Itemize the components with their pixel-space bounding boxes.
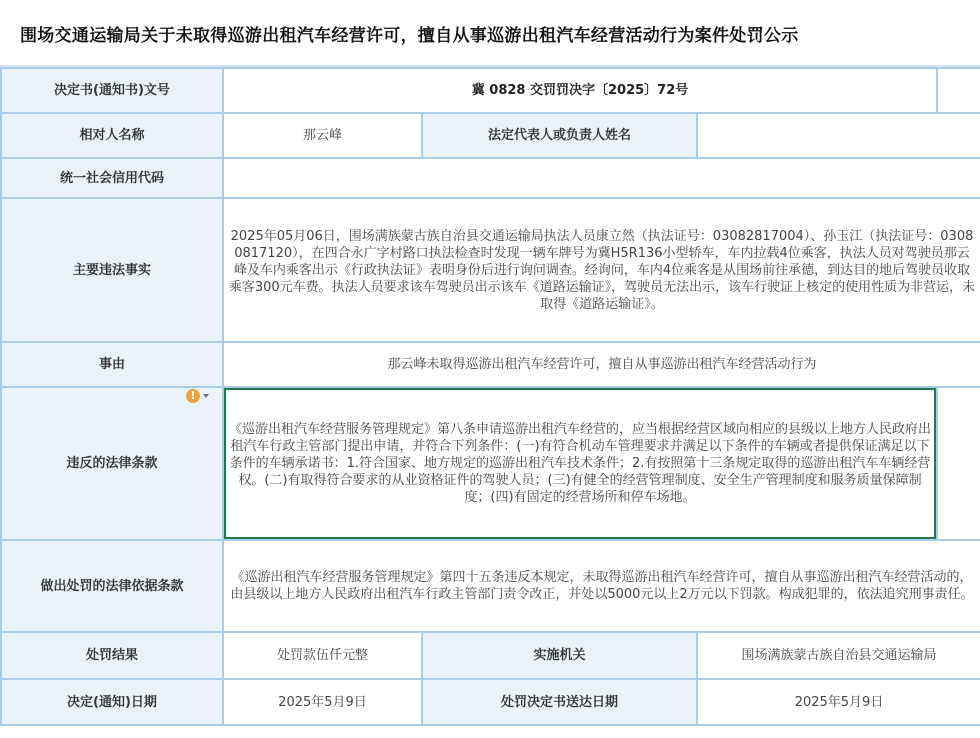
penalty-basis-value[interactable]: 《巡游出租汽车经营服务管理规定》第四十五条违反本规定，未取得巡游出租汽车经营许可，擅自从事巡游出租汽车经营活动的，由县级以上地方人民政府出租汽车行政主管部门责令改正，并处以5000元以上2万元以下罚款。构成犯罪的，依法追究刑事责任。	[223, 540, 980, 632]
agency-label[interactable]: 实施机关	[422, 632, 697, 679]
facts-value[interactable]: 2025年05月06日，围场满族蒙古族自治县交通运输局执法人员康立然（执法证号：03082817004）、孙玉江（执法证号：03080817120），在四合永广字村路口执法检查时发现一辆车牌号为冀H5R136小型轿车，车内拉载4位乘客，执法人员对驾驶员那云峰及车内乘客出示《行政执法证》表明身份后进行询问调查。经询问，车内4位乘客是从围场前往承德，到达目的地后驾驶员收取乘客300元车费。执法人员要求该车驾驶员出示该车《道路运输证》，驾驶员无法出示，该车行驶证上核定的使用性质为非营运，未取得《道路运输证》。	[223, 198, 980, 342]
party-name-value[interactable]: 那云峰	[223, 113, 422, 158]
doc-number-label[interactable]: 决定书(通知书)文号	[1, 68, 223, 113]
empty-cell[interactable]	[937, 387, 980, 540]
party-name-label[interactable]: 相对人名称	[1, 113, 223, 158]
decision-date-value[interactable]: 2025年5月9日	[223, 679, 422, 725]
legal-rep-value[interactable]	[697, 113, 980, 158]
credit-code-value[interactable]	[223, 158, 980, 198]
legal-rep-label[interactable]: 法定代表人或负责人姓名	[422, 113, 697, 158]
empty-cell[interactable]	[937, 68, 980, 113]
page-title: 围场交通运输局关于未取得巡游出租汽车经营许可，擅自从事巡游出租汽车经营活动行为案件处罚公示	[20, 25, 799, 46]
agency-value[interactable]: 围场满族蒙古族自治县交通运输局	[697, 632, 980, 679]
decision-date-label[interactable]: 决定(通知)日期	[1, 679, 223, 725]
penalty-result-value[interactable]: 处罚款伍仟元整	[223, 632, 422, 679]
warning-icon[interactable]: !	[186, 389, 200, 403]
reason-label[interactable]: 事由	[1, 342, 223, 387]
doc-number-value[interactable]: 冀 0828 交罚罚决字〔2025〕72号	[223, 68, 937, 113]
facts-label[interactable]: 主要违法事实	[1, 198, 223, 342]
cell-warning-indicator[interactable]	[186, 389, 209, 403]
penalty-table	[0, 67, 980, 726]
penalty-basis-label[interactable]: 做出处罚的法律依据条款	[1, 540, 223, 632]
reason-value[interactable]: 那云峰未取得巡游出租汽车经营许可，擅自从事巡游出租汽车经营活动行为	[223, 342, 980, 387]
delivery-date-label[interactable]: 处罚决定书送达日期	[422, 679, 697, 725]
violated-law-value[interactable]: 《巡游出租汽车经营服务管理规定》第八条申请巡游出租汽车经营的，应当根据经营区域向相应的县级以上地方人民政府出租汽车行政主管部门提出申请，并符合下列条件：(一)有符合机动车管理要求并满足以下条件的车辆或者提供保证满足以下条件的车辆承诺书：1.符合国家、地方规定的巡游出租汽车技术条件；2.有按照第十三条规定取得的巡游出租汽车车辆经营权。(二)有取得符合要求的从业资格证件的驾驶人员；(三)有健全的经营管理制度、安全生产管理制度和服务质量保障制度；(四)有固定的经营场所和停车场地。	[223, 387, 937, 540]
chevron-down-icon[interactable]	[203, 394, 209, 398]
delivery-date-value[interactable]: 2025年5月9日	[697, 679, 980, 725]
credit-code-label[interactable]: 统一社会信用代码	[1, 158, 223, 198]
penalty-result-label[interactable]: 处罚结果	[1, 632, 223, 679]
violated-law-label[interactable]: 违反的法律条款	[1, 387, 223, 540]
